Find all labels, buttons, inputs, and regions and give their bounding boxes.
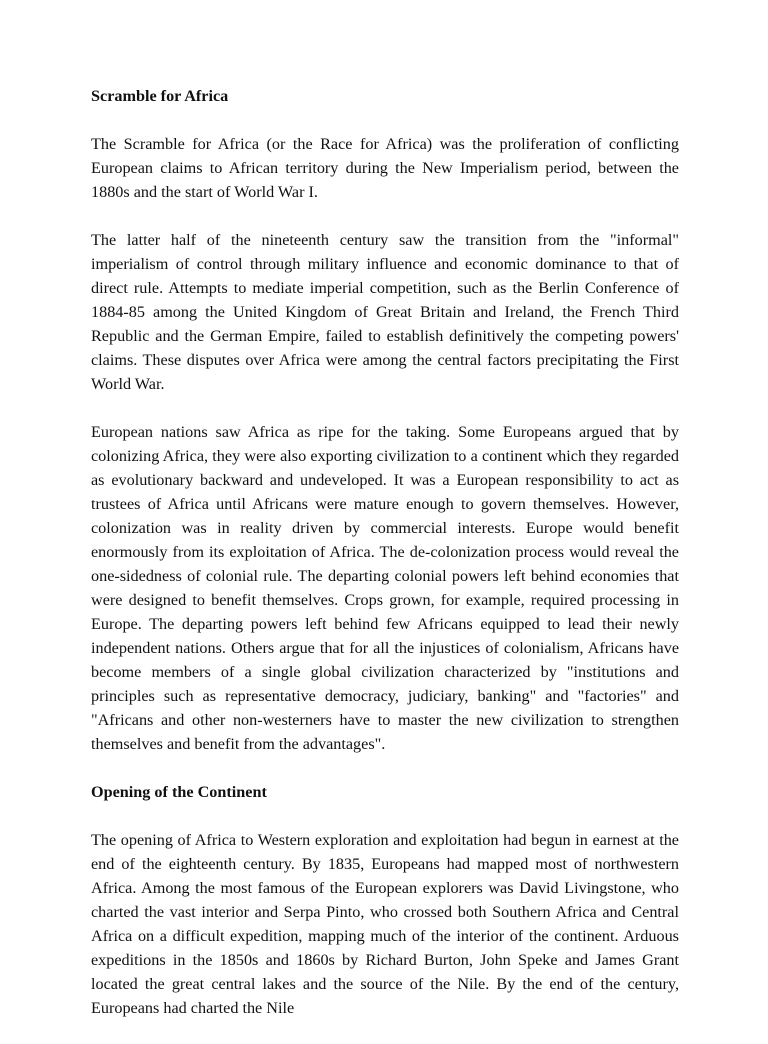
paragraph: European nations saw Africa as ripe for the taking. Some Europeans argued that by colonizing Africa, they were also exporting civilization to a continent which they regarded as evolutionary backward and undeveloped. It was a European responsibility to act as trustees of Africa until Africans were mature enough to govern themselves. However, colonization was in reality driven by commercial interests. Europe would benefit enormously from its exploitation of Africa. The de-colonization process would reveal the one-sidedness of colonial rule. The departing colonial powers left behind economies that were designed to benefit themselves. Crops grown, for example, required processing in Europe. The departing powers left behind few Africans equipped to lead their newly independent nations. Others argue that for all the injustices of colonialism, Africans have become members of a single global civilization characterized by "institutions and principles such as representative democracy, judiciary, banking" and "factories" and "Africans and other non-westerners have to master the new civilization to strengthen themselves and benefit from the advantages". bbox=[91, 423, 679, 753]
section-heading: Scramble for Africa bbox=[91, 87, 229, 105]
section-heading: Opening of the Continent bbox=[91, 783, 267, 801]
paragraph: The latter half of the nineteenth century saw the transition from the "informal" imperialism of control through military influence and economic dominance to that of direct rule. Attempts to mediate imperial competition, such as the Berlin Conference of 1884-85 among the United Kingdom of Great Britain and Ireland, the French Third Republic and the German Empire, failed to establish definitively the competing powers' claims. These disputes over Africa were among the central factors precipitating the First World War. bbox=[91, 231, 679, 393]
document-page bbox=[91, 84, 679, 1044]
paragraph: The opening of Africa to Western exploration and exploitation had begun in earnest at the end of the eighteenth century. By 1835, Europeans had mapped most of northwestern Africa. Among the most famous of the European explorers was David Livingstone, who charted the vast interior and Serpa Pinto, who crossed both Southern Africa and Central Africa on a difficult expedition, mapping much of the interior of the continent. Arduous expeditions in the 1850s and 1860s by Richard Burton, John Speke and James Grant located the great central lakes and the source of the Nile. By the end of the century, Europeans had charted the Nile bbox=[91, 831, 679, 1017]
paragraph: The Scramble for Africa (or the Race for Africa) was the proliferation of conflicting European claims to African territory during the New Imperialism period, between the 1880s and the start of World War I. bbox=[91, 135, 679, 201]
